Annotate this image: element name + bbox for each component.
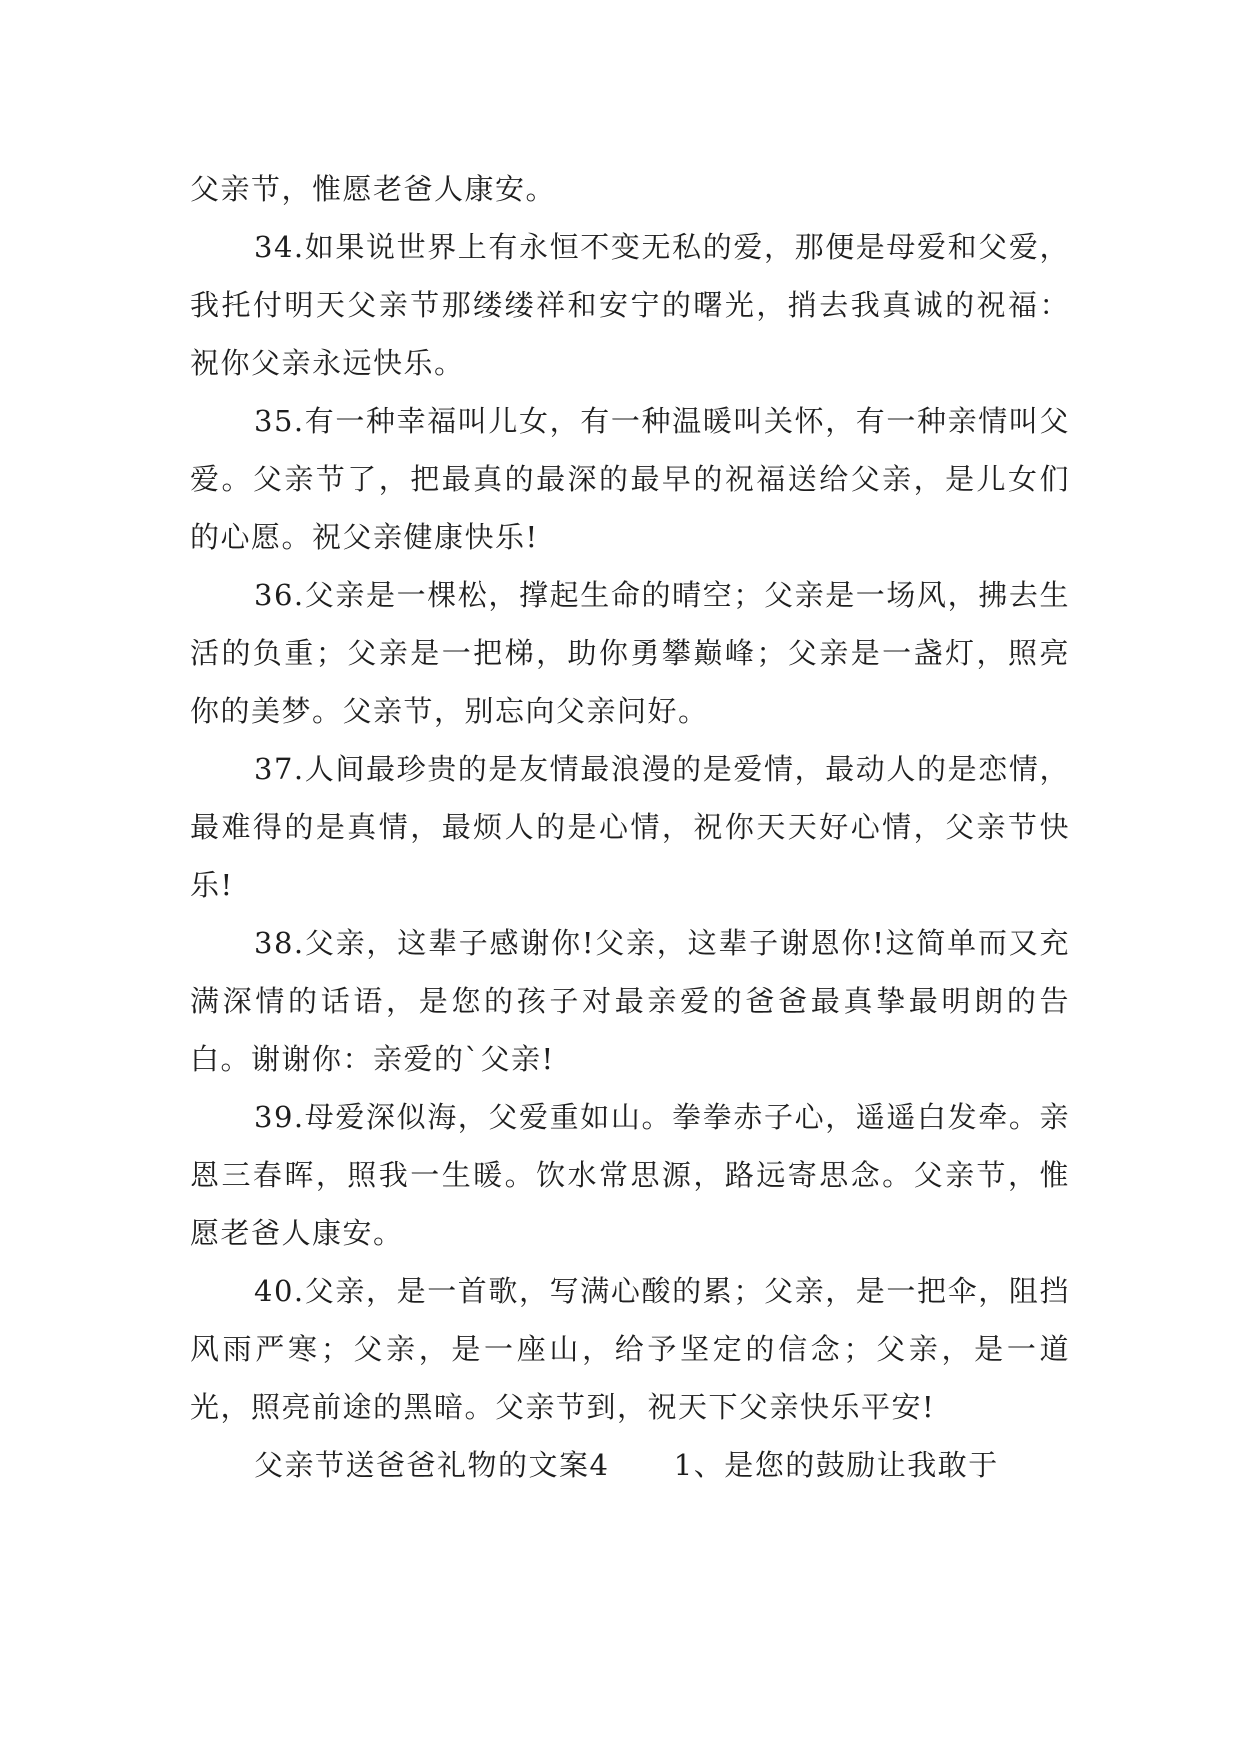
paragraph-34: 34.如果说世界上有永恒不变无私的爱，那便是母爱和父爱，我托付明天父亲节那缕缕祥和安宁的曙光，捎去我真诚的祝福：祝你父亲永远快乐。 <box>190 230 1070 380</box>
paragraph-35: 35.有一种幸福叫儿女，有一种温暖叫关怀，有一种亲情叫父爱。父亲节了，把最真的最深的最早的祝福送给父亲，是儿女们的心愿。祝父亲健康快乐! <box>190 404 1070 554</box>
paragraph-36: 36.父亲是一棵松，撑起生命的晴空；父亲是一场风，拂去生活的负重；父亲是一把梯，助你勇攀巅峰；父亲是一盏灯，照亮你的美梦。父亲节，别忘向父亲问好。 <box>190 578 1070 728</box>
paragraph-37: 37.人间最珍贵的是友情最浪漫的是爱情，最动人的是恋情，最难得的是真情，最烦人的是心情，祝你天天好心情，父亲节快乐! <box>190 752 1070 902</box>
section-line <box>190 1436 1070 1494</box>
section-first-item: 1、是您的鼓励让我敢于 <box>673 1448 999 1482</box>
paragraph-38: 38.父亲，这辈子感谢你!父亲，这辈子谢恩你!这简单而又充满深情的话语，是您的孩子对最亲爱的爸爸最真挚最明朗的告白。谢谢你：亲爱的`父亲! <box>190 926 1070 1076</box>
section-heading: 父亲节送爸爸礼物的文案4 <box>254 1448 610 1482</box>
lead-line: 父亲节，惟愿老爸人康安。 <box>190 172 557 206</box>
paragraph-40: 40.父亲，是一首歌，写满心酸的累；父亲，是一把伞，阻挡风雨严寒；父亲，是一座山，给予坚定的信念；父亲，是一道光，照亮前途的黑暗。父亲节到，祝天下父亲快乐平安! <box>190 1274 1070 1424</box>
document-body <box>190 160 1070 1494</box>
paragraph-39: 39.母爱深似海，父爱重如山。拳拳赤子心，遥遥白发牵。亲恩三春晖，照我一生暖。饮水常思源，路远寄思念。父亲节，惟愿老爸人康安。 <box>190 1100 1070 1250</box>
